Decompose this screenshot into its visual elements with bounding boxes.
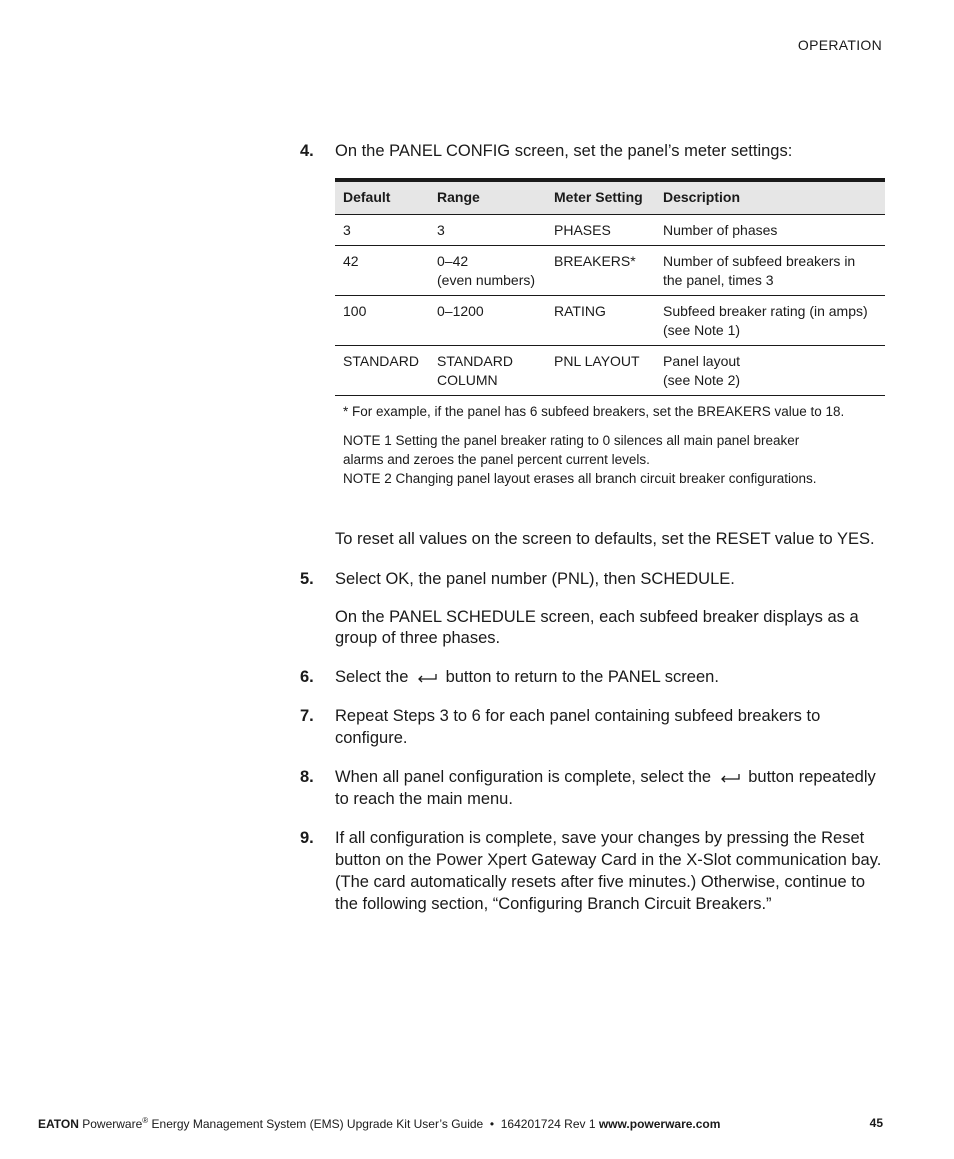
range-line: (even numbers) <box>437 272 536 288</box>
step-text: If all configuration is complete, save your changes by pressing the Reset button on the Power Xpert Gateway Card in the X-Slot communication bay. (The card automatically resets after five minutes.) Otherwise, continue to the following section, “Configuring Branch Circuit Breakers.” <box>335 829 882 913</box>
cell-default: 3 <box>335 215 429 246</box>
cell-range <box>429 246 546 296</box>
cell-setting: RATING <box>546 296 655 346</box>
cell-setting: PNL LAYOUT <box>546 346 655 396</box>
step-number: 8. <box>300 768 314 786</box>
step-6 <box>300 666 885 688</box>
step-text-before: When all panel configuration is complete, select the <box>335 768 712 786</box>
note-block <box>343 431 883 488</box>
footer-brand: EATON <box>38 1117 79 1131</box>
table-notes <box>343 402 883 488</box>
note-1-line-2: alarms and zeroes the panel percent current levels. <box>343 452 650 467</box>
page-footer <box>38 1116 883 1131</box>
table-row <box>335 346 885 396</box>
footer-registered-mark: ® <box>142 1116 149 1125</box>
cell-range <box>429 215 546 246</box>
header-description: Description <box>655 180 885 215</box>
description-line: (see Note 1) <box>663 322 741 338</box>
cell-range <box>429 296 546 346</box>
footer-product: Powerware <box>82 1117 143 1131</box>
range-line: 0–1200 <box>437 303 484 319</box>
section-header: OPERATION <box>797 37 882 53</box>
cell-description <box>655 346 885 396</box>
cell-setting: BREAKERS* <box>546 246 655 296</box>
step-number: 6. <box>300 668 314 686</box>
cell-description <box>655 296 885 346</box>
range-line: 3 <box>437 222 445 238</box>
cell-default: STANDARD <box>335 346 429 396</box>
step-text: Select OK, the panel number (PNL), then SCHEDULE. <box>335 570 735 588</box>
description-line: the panel, times 3 <box>663 272 774 288</box>
table-row <box>335 246 885 296</box>
step-text <box>335 766 885 810</box>
step-text: On the PANEL CONFIG screen, set the panel’s meter settings: <box>335 142 793 160</box>
meter-settings-table <box>335 178 885 396</box>
step-text-before: Select the <box>335 668 409 686</box>
note-1-line-1: NOTE 1 Setting the panel breaker rating to 0 silences all main panel breaker <box>343 433 800 448</box>
step-7 <box>300 705 885 749</box>
cell-description <box>655 246 885 296</box>
table-row <box>335 296 885 346</box>
footer-text <box>38 1116 720 1131</box>
step-number: 5. <box>300 570 314 588</box>
description-line: Subfeed breaker rating (in amps) <box>663 303 868 319</box>
step-text-after: button to return to the PANEL screen. <box>445 668 719 686</box>
step-text <box>335 666 885 688</box>
description-line: (see Note 2) <box>663 372 741 388</box>
step-9 <box>300 827 885 915</box>
step-number: 4. <box>300 142 314 160</box>
header-range: Range <box>429 180 546 215</box>
description-line: Panel layout <box>663 353 741 369</box>
cell-description <box>655 215 885 246</box>
description-line: Number of phases <box>663 222 778 238</box>
note-2: NOTE 2 Changing panel layout erases all branch circuit breaker configurations. <box>343 471 817 486</box>
table-row <box>335 215 885 246</box>
table-header-row <box>335 180 885 215</box>
description-line: Number of subfeed breakers in <box>663 253 856 269</box>
footer-title: Energy Management System (EMS) Upgrade Kit User’s Guide • 164201724 Rev 1 <box>148 1117 599 1131</box>
step-4 <box>300 140 885 162</box>
step-5 <box>300 568 885 590</box>
page-number: 45 <box>869 1116 883 1130</box>
enter-return-icon <box>416 673 438 683</box>
header-meter-setting: Meter Setting <box>546 180 655 215</box>
table-footnote: * For example, if the panel has 6 subfeed breakers, set the BREAKERS value to 18. <box>343 404 845 419</box>
step-number: 9. <box>300 829 314 847</box>
range-line: STANDARD <box>437 353 513 369</box>
page-content <box>300 140 885 915</box>
cell-default: 42 <box>335 246 429 296</box>
enter-return-icon <box>719 773 741 783</box>
header-default: Default <box>335 180 429 215</box>
cell-range <box>429 346 546 396</box>
schedule-paragraph: On the PANEL SCHEDULE screen, each subfeed breaker displays as a group of three phases. <box>335 608 859 647</box>
cell-setting: PHASES <box>546 215 655 246</box>
step-number: 7. <box>300 707 314 725</box>
step-text-after: button repeatedly to reach the main menu. <box>335 768 876 808</box>
step-text: Repeat Steps 3 to 6 for each panel containing subfeed breakers to configure. <box>335 707 821 747</box>
range-line: 0–42 <box>437 253 469 269</box>
step-8 <box>300 766 885 810</box>
reset-paragraph: To reset all values on the screen to defaults, set the RESET value to YES. <box>335 530 875 548</box>
footer-url: www.powerware.com <box>598 1117 721 1131</box>
cell-default: 100 <box>335 296 429 346</box>
range-line: COLUMN <box>437 372 498 388</box>
